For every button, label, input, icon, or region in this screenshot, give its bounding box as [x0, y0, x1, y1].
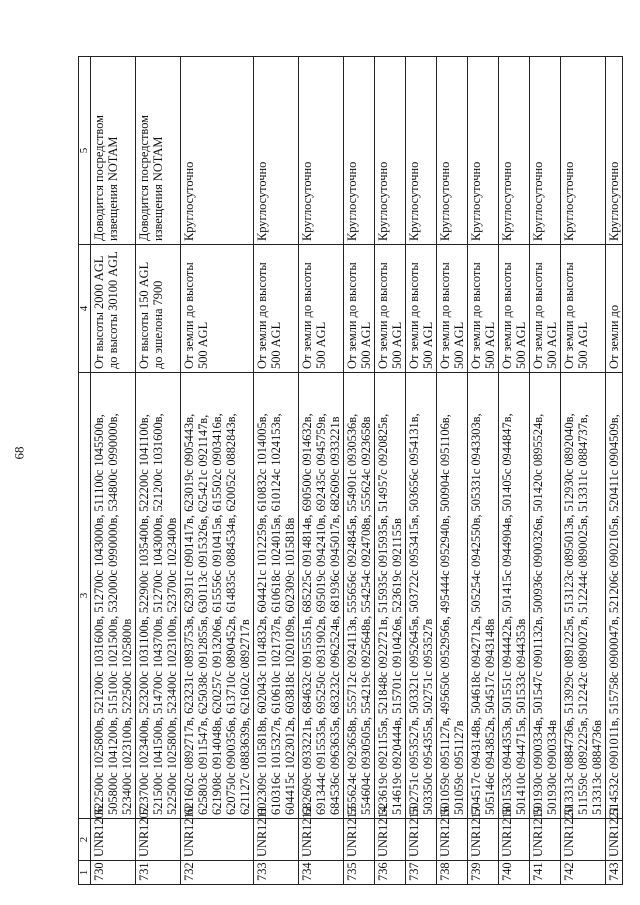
zone-code-cell: UNR1206: [91, 819, 136, 861]
schedule-cell: Доводится посредством извещения NOTAM: [91, 57, 136, 245]
table-row: [136, 57, 181, 885]
altitude-cell: От земли до высоты 500 AGL: [254, 245, 299, 373]
altitude-cell: От земли до высоты 500 AGL: [499, 245, 530, 373]
column-header: 2: [79, 819, 91, 861]
schedule-cell: Круглосуточно: [468, 57, 499, 245]
schedule-cell: Доводится посредством извещения NOTAM: [136, 57, 181, 245]
row-number-cell: 741: [530, 861, 561, 885]
zone-code-cell: UNR1213: [344, 819, 375, 861]
row-number-cell: 743: [606, 861, 623, 885]
schedule-cell: Круглосуточно: [437, 57, 468, 245]
column-header: 1: [79, 861, 91, 885]
coordinates-cell: 682609с 0933221в, 684632с 0915551в, 685225с 0914814в, 690500с 0914632в, 691344с 0915535в, 695250с 0931902в, 695019с 0942410в, 692435с 0945759в, 684536с 0963635в, 683232с 0962524в, 681936с 0945017в, 682609с 0933221в: [299, 373, 344, 819]
column-header: 3: [79, 373, 91, 819]
coordinates-cell: 501059с 0951127в, 495650с 0952956в, 495444с 0952940в, 500904с 0951106в, 501059с 0951127в: [437, 373, 468, 819]
table-row: [344, 57, 375, 885]
row-number-cell: 733: [254, 861, 299, 885]
table-row: [299, 57, 344, 885]
coordinates-cell: 502751с 0953527в, 503321с 0952645в, 503722с 0953415в, 503656с 0954131в, 503350с 0954355в, 502751с 0953527в: [406, 373, 437, 819]
coordinates-cell: 522500с 1025800в, 521200с 1031600в, 512700с 1043000в, 511100с 1045500в, 505800с 1041200в, 515100с 1021500в, 532000с 0990000в, 534800с 0990000в, 523400с 1023100в, 522500с 1025800в: [91, 373, 136, 819]
schedule-cell: Круглосуточно: [254, 57, 299, 245]
zone-code-cell: UNR1217: [468, 819, 499, 861]
row-number-cell: 742: [561, 861, 606, 885]
row-number-cell: 732: [181, 861, 254, 885]
zone-code-cell: UNR1207: [136, 819, 181, 861]
schedule-cell: Круглосуточно: [530, 57, 561, 245]
coordinates-cell: 501533с 0944353в, 501551с 0944422в, 501415с 0944904в, 501405с 0944847в, 501410с 0944715в, 501533с 0944353в: [499, 373, 530, 819]
page-number: 68: [11, 446, 27, 460]
coordinates-cell: 514532с 0901011в, 515758с 0900047в, 521206с 0902105в, 520411с 0904509в,: [606, 373, 623, 819]
row-number-cell: 737: [406, 861, 437, 885]
column-numbers-row: [79, 57, 91, 885]
coordinates-cell: 504517с 0943148в, 504618с 0942712в, 505254с 0942550в, 505331с 0943303в, 505146с 0943852в, 504517с 0943148в: [468, 373, 499, 819]
schedule-cell: Круглосуточно: [561, 57, 606, 245]
schedule-cell: Круглосуточно: [375, 57, 406, 245]
row-number-cell: 731: [136, 861, 181, 885]
altitude-cell: От земли до высоты 500 AGL: [437, 245, 468, 373]
table-row: [561, 57, 606, 885]
zone-code-cell: UNR1221: [606, 819, 623, 861]
row-number-cell: 738: [437, 861, 468, 885]
column-header: 4: [79, 245, 91, 373]
coordinates-cell: 523619с 0921155в, 521848с 0922721в, 515935с 0915935в, 514957с 0920825в, 514619с 0920444в, 515701с 0910426в, 523619с 0921155в: [375, 373, 406, 819]
row-number-cell: 730: [91, 861, 136, 885]
altitude-cell: От земли до высоты 500 AGL: [181, 245, 254, 373]
row-number-cell: 739: [468, 861, 499, 885]
table-row: [254, 57, 299, 885]
zone-code-cell: UNR1219: [530, 819, 561, 861]
zone-code-cell: UNR1211: [254, 819, 299, 861]
coordinates-cell: 602309с 1015818в, 602043с 1014832в, 604421с 1012259в, 610832с 1014005в, 610316с 1015327в, 610610с 1021737в, 610618с 1024015в, 610124с 1024153в, 604415с 1023012в, 603818с 1020109в, 602309с 1015818в: [254, 373, 299, 819]
altitude-cell: От земли до высоты 500 AGL: [468, 245, 499, 373]
altitude-cell: От земли до высоты 500 AGL: [344, 245, 375, 373]
schedule-cell: Круглосуточно: [344, 57, 375, 245]
row-number-cell: 735: [344, 861, 375, 885]
row-number-cell: 734: [299, 861, 344, 885]
coordinates-cell: 513313с 0884736в, 513929с 0891225в, 513123с 0895013в, 512930с 0892040в, 511559с 0892225в, 512242с 0890027в, 512244с 0890025в, 513311с 0884737в, 513313с 0884736в: [561, 373, 606, 819]
altitude-cell: От земли до: [606, 245, 623, 373]
table-row: [606, 57, 623, 885]
coordinates-cell: 501930с 0900334в, 501547с 0901132в, 500936с 0900326в, 501420с 0895524в, 501930с 0900334в: [530, 373, 561, 819]
schedule-cell: Круглосуточно: [406, 57, 437, 245]
altitude-cell: От земли до высоты 500 AGL: [530, 245, 561, 373]
table-row: [499, 57, 530, 885]
table-row: [468, 57, 499, 885]
altitude-cell: От земли до высоты 500 AGL: [406, 245, 437, 373]
schedule-cell: Круглосуточно: [181, 57, 254, 245]
coordinates-cell: 523700с 1023400в, 523200с 1031100в, 522900с 1035400в, 522200с 1041100в, 521500с 1041500в, 514700с 1043700в, 512700с 1043000в, 521200с 1031600в, 522500с 1025800в, 523400с 1023100в, 523700с 1023400в: [136, 373, 181, 819]
zone-code-cell: UNR1214: [375, 819, 406, 861]
schedule-cell: Круглосуточно: [499, 57, 530, 245]
zone-code-cell: UNR1220: [561, 819, 606, 861]
coordinates-cell: 621602с 0892717в, 623231с 0893753в, 623911с 0901417в, 623019с 0905443в, 625803с 0911547в, 625038с 0912855в, 630113с 0915326в, 625421с 0921147в, 621908с 0914048в, 620257с 0913206в, 615556с 0910415в, 615502с 0903416в, 620750с 0900356в, 613710с 0890452в, 614835с 0884534в, 620052с 0882843в, 621127с 0883639в, 621602с 0892717в: [181, 373, 254, 819]
table-row: [437, 57, 468, 885]
schedule-cell: Круглосуточно: [606, 57, 623, 245]
zone-code-cell: UNR1218: [499, 819, 530, 861]
row-number-cell: 736: [375, 861, 406, 885]
altitude-cell: От высоты 2000 AGL до высоты 30100 AGL: [91, 245, 136, 373]
schedule-cell: Круглосуточно: [299, 57, 344, 245]
zone-code-cell: UNR1216: [437, 819, 468, 861]
zone-code-cell: UNR1210: [181, 819, 254, 861]
altitude-cell: От земли до высоты 500 AGL: [299, 245, 344, 373]
coordinates-cell: 555624с 0923658в, 555712с 0924113в, 555656с 0924845в, 554901с 0930536в, 554604с 0930505в, 554219с 0925648в, 554254с 0924708в, 555624с 0923658в: [344, 373, 375, 819]
altitude-cell: От земли до высоты 500 AGL: [561, 245, 606, 373]
table-row: [91, 57, 136, 885]
airspace-zones-table: [78, 56, 623, 885]
table-row: [406, 57, 437, 885]
rotated-table: [78, 57, 621, 885]
zone-code-cell: UNR1212: [299, 819, 344, 861]
table-row: [375, 57, 406, 885]
zone-code-cell: UNR1215: [406, 819, 437, 861]
column-header: 5: [79, 57, 91, 245]
row-number-cell: 740: [499, 861, 530, 885]
altitude-cell: От высоты 150 AGL до эшелона 7900: [136, 245, 181, 373]
altitude-cell: От земли до высоты 500 AGL: [375, 245, 406, 373]
rotated-table-wrapper: [78, 57, 621, 885]
table-row: [181, 57, 254, 885]
table-row: [530, 57, 561, 885]
